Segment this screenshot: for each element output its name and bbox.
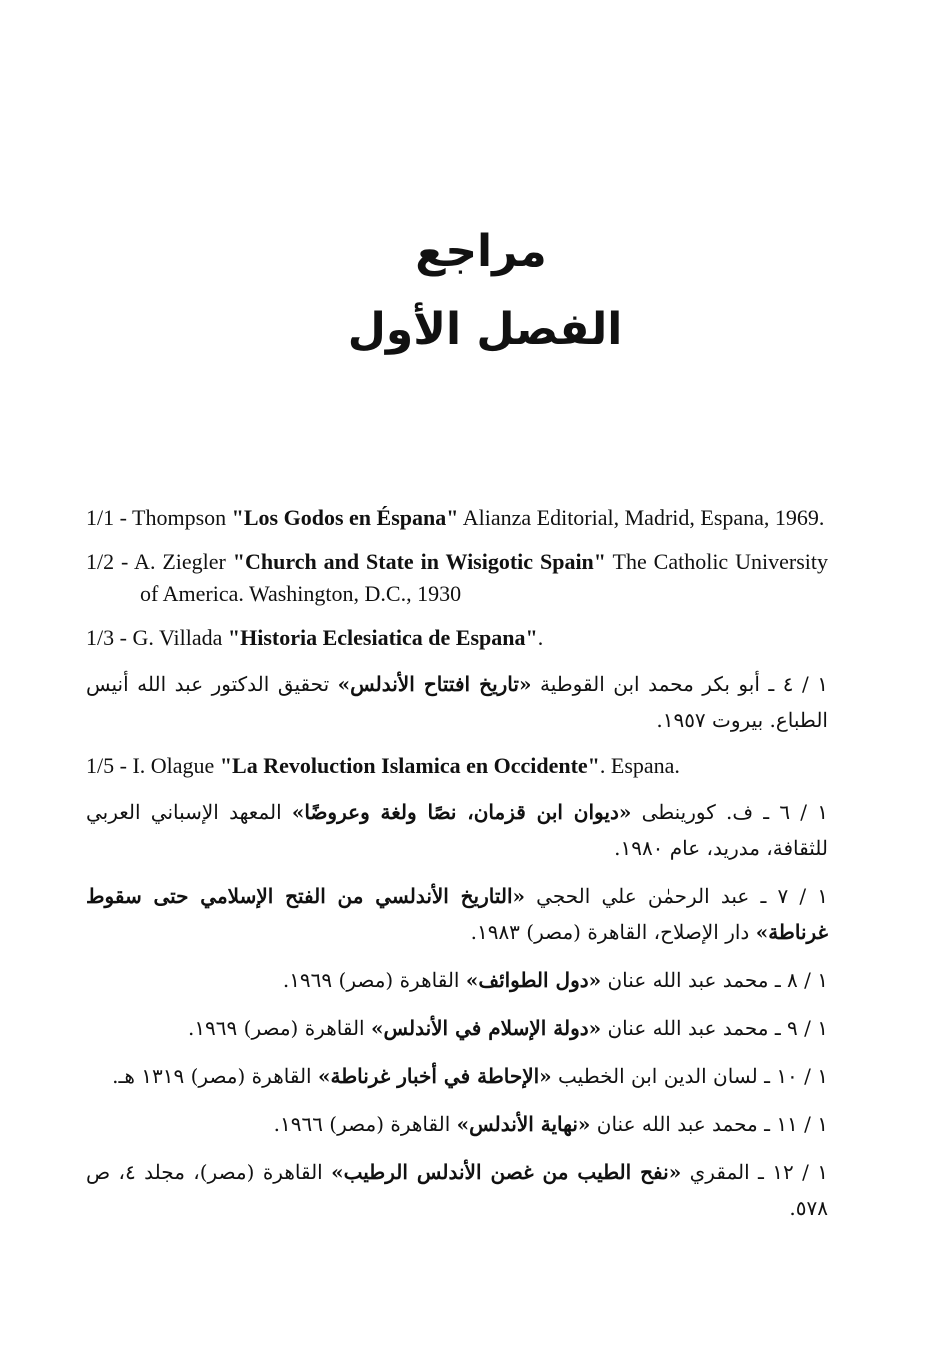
- reference-author: G. Villada: [126, 625, 228, 650]
- page-title: مراجع: [415, 226, 547, 277]
- reference-author: ـ عبد الرحمٰن علي الحجي: [525, 884, 778, 908]
- reference-item: [86, 1058, 828, 1094]
- reference-author: ـ محمد عبد الله عنان: [601, 968, 788, 992]
- reference-title: "Church and State in Wisigotic Spain": [232, 549, 607, 574]
- reference-number: ١ / ٦: [779, 800, 828, 824]
- reference-author: ـ المقري: [681, 1160, 773, 1184]
- reference-number: 1/5 -: [86, 753, 127, 778]
- reference-author: ـ ف. كورينطى: [631, 800, 780, 824]
- reference-item: [86, 546, 828, 610]
- reference-item: [86, 502, 828, 534]
- reference-author: A. Ziegler: [128, 549, 233, 574]
- reference-title: "La Revoluction Islamica en Occidente": [219, 753, 600, 778]
- reference-details: دار الإصلاح، القاهرة (مصر) ١٩٨٣.: [470, 920, 756, 944]
- reference-number: ١ / ١٢: [772, 1160, 829, 1184]
- reference-details: .: [537, 625, 544, 650]
- reference-details: القاهرة (مصر) ١٩٦٦.: [273, 1112, 457, 1136]
- reference-number: 1/2 -: [86, 549, 129, 574]
- reference-details: القاهرة (مصر) ١٩٦٩.: [282, 968, 466, 992]
- reference-number: ١ / ١٠: [776, 1064, 828, 1088]
- reference-list: [86, 502, 828, 1238]
- reference-details: القاهرة (مصر)، مجلد ٤، ص ٥٧٨.: [86, 1160, 828, 1220]
- reference-details: Alianza Editorial, Madrid, Espana, 1969.: [458, 505, 825, 530]
- chapter-title: الفصل الأول: [347, 304, 623, 355]
- reference-item: [86, 878, 828, 950]
- reference-number: ١ / ٩: [787, 1016, 828, 1040]
- reference-title: «ديوان ابن قزمان، نصًا ولغة وعروضًا»: [291, 800, 632, 824]
- reference-title: «نفح الطيب من غصن الأندلس الرطيب»: [331, 1160, 682, 1184]
- reference-number: ١ / ٨: [787, 968, 828, 992]
- reference-author: ـ لسان الدين ابن الخطيب: [551, 1064, 777, 1088]
- reference-title: «الإحاطة في أخبار غرناطة»: [317, 1064, 552, 1088]
- reference-details: المعهد الإسباني العربي للثقافة، مدريد، عام ١٩٨٠.: [86, 800, 828, 860]
- reference-item: [86, 962, 828, 998]
- reference-author: Thompson: [126, 505, 232, 530]
- reference-title: «التاريخ الأندلسي من الفتح الإسلامي حتى سقوط غرناطة»: [86, 884, 828, 944]
- reference-title: «تاريخ افتتاح الأندلس»: [337, 672, 532, 696]
- reference-title: «دول الطوائف»: [465, 968, 602, 992]
- reference-number: ١ / ٤: [782, 672, 828, 696]
- reference-number: ١ / ١١: [776, 1112, 828, 1136]
- reference-author: ـ أبو بكر محمد ابن القوطية: [531, 672, 783, 696]
- reference-item: [86, 750, 828, 782]
- reference-details: القاهرة (مصر) ١٩٦٩.: [187, 1016, 371, 1040]
- reference-item: [86, 1154, 828, 1226]
- reference-number: 1/3 -: [86, 625, 127, 650]
- reference-author: ـ محمد عبد الله عنان: [590, 1112, 777, 1136]
- reference-title: "Los Godos en Éspana": [231, 505, 459, 530]
- reference-author: ـ محمد عبد الله عنان: [601, 1016, 788, 1040]
- reference-title: "Historia Eclesiatica de Espana": [227, 625, 538, 650]
- reference-number: ١ / ٧: [777, 884, 828, 908]
- reference-author: I. Olague: [126, 753, 220, 778]
- reference-number: 1/1 -: [86, 505, 127, 530]
- reference-item: [86, 1010, 828, 1046]
- reference-title: «نهاية الأندلس»: [456, 1112, 591, 1136]
- reference-details: The Catholic University of America. Washington, D.C., 1930: [140, 549, 828, 606]
- reference-title: «دولة الإسلام في الأندلس»: [370, 1016, 602, 1040]
- reference-details: تحقيق الدكتور عبد الله أنيس الطباع. بيروت ١٩٥٧.: [86, 672, 828, 732]
- reference-item: [86, 622, 828, 654]
- reference-item: [86, 1106, 828, 1142]
- reference-item: [86, 794, 828, 866]
- reference-details: القاهرة (مصر) ١٣١٩ هـ.: [112, 1064, 318, 1088]
- reference-item: [86, 666, 828, 738]
- reference-details: . Espana.: [599, 753, 680, 778]
